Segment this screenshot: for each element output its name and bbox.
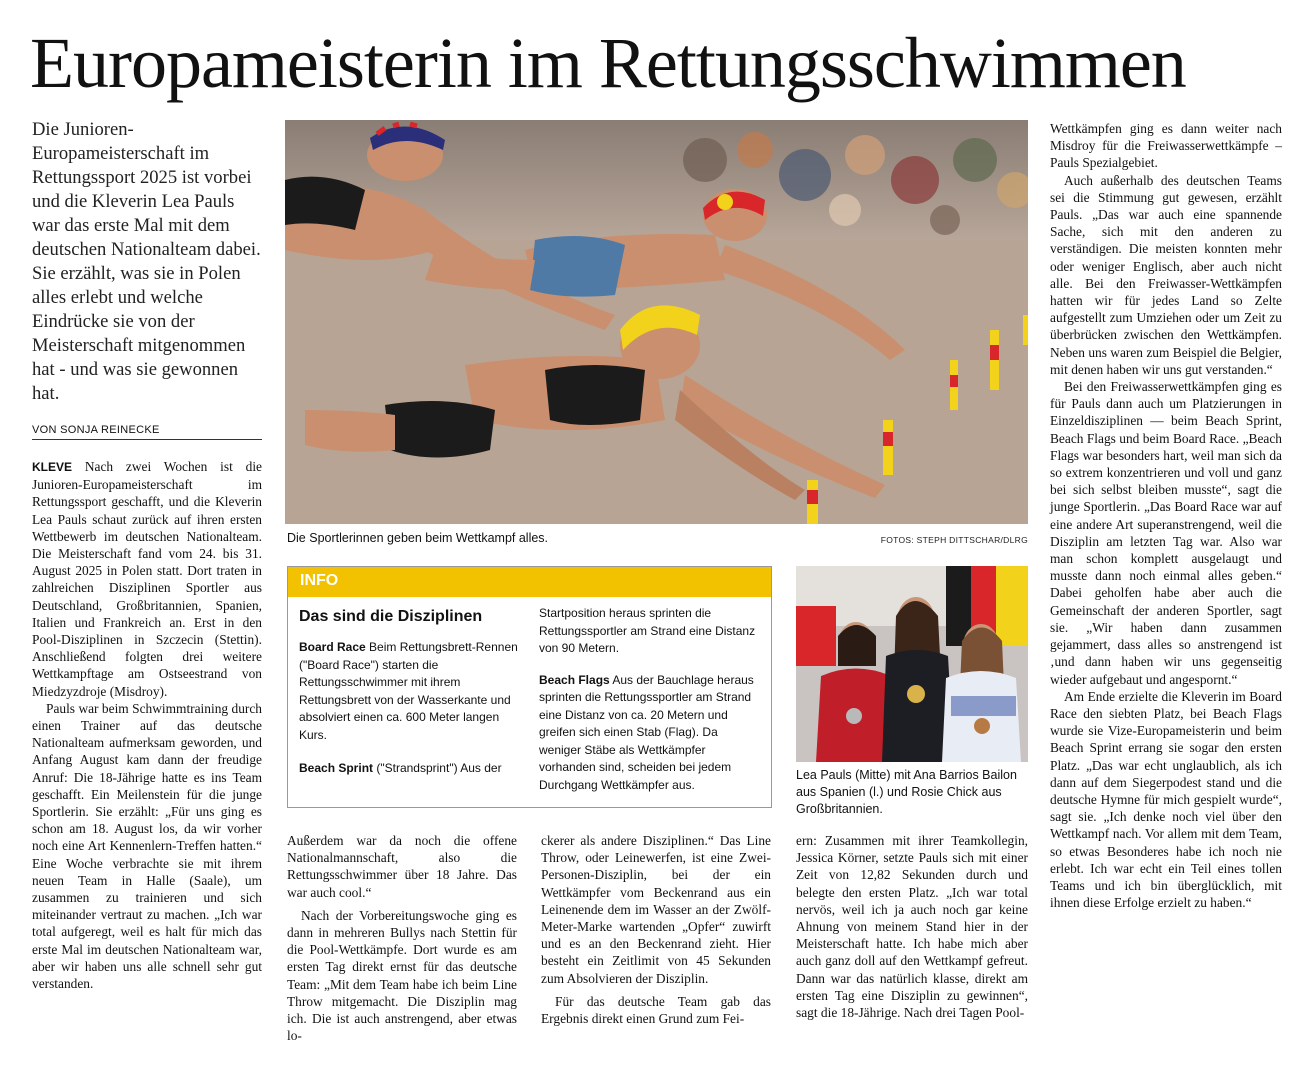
info-term: Board Race [299,640,366,654]
paragraph: Pauls war beim Schwimmtraining durch einen Trainer auf das deutsche Nationalteam aufmerksam geworden, und Anfang August kam dann der freudige Anruf: Die 18-Jährige hatte es ins Team geschafft. Ein Meilenstein für die junge Sportlerin. Sie erzählt: „Für uns ging es schon am 18. August los, da wir vorher noch eine Art Kennenlern-Treffen hatten.“ Eine Woche verbrachte sie mit ihrem neuen Team in Halle (Saale), um zusammen zu trainieren und sich miteinander vertraut zu machen. „Ich war total aufgeregt, weil es halt für mich das erste Mal im deutschen Nationalteam war, aber wir haben uns alle schnell sehr gut verstanden. [32,700,262,992]
info-term: Beach Flags [539,672,610,687]
info-label: INFO [300,572,339,589]
main-photo [285,120,1028,524]
paragraph: ern: Zusammen mit ihrer Teamkollegin, Jessica Körner, setzte Pauls sich mit einer Zeit von 12,82 Sekunden durch und belegte den ersten Platz. „Ich war total nervös, weil ich ja auch noch gar keine Ahnung von meinem Stand hier in der Meisterschaft hatte. Ich habe mich aber auch ganz doll auf den Wettkampf gefreut. Dann war das natürlich klasse, direkt am ersten Tag eine Disziplin zu gewinnen“, sagt die 18-Jährige. Nach drei Tagen Pool- [796,833,1028,1021]
paragraph: Nach zwei Wochen ist die Junioren-Europameisterschaft im Rettungssport geschafft, und die Kleverin Lea Pauls schaut zurück auf ihren ersten Wettbewerb im deutschen Nationalteam. Die Meisterschaft fand vom 24. bis 31. August 2025 in Polen statt. Dort traten in zahlreichen Disziplinen Sportler aus Deutschland, Großbritannien, Spanien, Italien und Frankreich an. Erst in den Pool-Disziplinen in Szczecin (Stettin). Anschließend folgten drei weitere Wettkampftage am Ostseestrand von Miedzyzdroje (Misdroy). [32,459,262,699]
info-box-header [288,567,771,597]
byline: VON SONJA REINECKE [32,424,262,440]
paragraph: Am Ende erzielte die Kleverin im Board Race den siebten Platz, bei Beach Flags wurde sie Vize-Europameisterin und beim Beach Sprint errang sie sogar den ersten Platz. „Das war echt unglaublich, als ich dann auf dem Siegerpodest stand und die deutsche Hymne für mich gespielt wurde“, sagt sie. „Ich denke noch viel über den Wettkampf nach. Vor allem mit dem Team, so etwas Besonderes habe ich noch nie erlebt. Ich war echt ein Teil eines tollen Teams und ich bin überglücklich, mit ihnen diese Erfolge erzielt zu haben.“ [1050,688,1282,911]
podium-photo-image [796,566,1028,762]
info-text: Beim Rettungsbrett-Rennen ("Board Race") starten die Rettungsschwimmer mit ihrem Rettungsbrett von der Wasserkante und absolviert einen ca. 600 Meter langen Kurs. [299,640,518,742]
paragraph: ckerer als andere Disziplinen.“ Das Line Throw, oder Leinewerfen, ist eine Zwei-Personen-Disziplin, bei der ein Wettkämpfer vom Beckenrand aus ein Leinenende dem im Wasser an der Zwölf-Meter-Marke wartenden „Opfer“ zuwirft und es an den Beckenrand zieht. Hier besteht ein Zeitlimit von 45 Sekunden zum Absolvieren der Disziplin. [541,833,771,986]
paragraph: Auch außerhalb des deutschen Teams sei die Stimmung gut gewesen, erzählt Pauls. „Das war auch eine spannende Sache, sich mit den anderen zu verständigen. Die meisten konnten mehr oder weniger Englisch, aber auch nicht alle. Bei den Freiwasser-Wettkämpfen hatten wir für jedes Land so Zelte aufgestellt zum Umziehen oder um Zeit zu überbrücken zwischen den Wettkämpfen. Neben uns waren zum Beispiel die Belgier, mit denen haben wir uns gut verstanden.“ [1050,172,1282,377]
lead-paragraph: Die Junioren-Europameisterschaft im Rettungssport 2025 ist vorbei und die Kleverin Lea Pauls war das erste Mal mit dem deutschen Nationalteam dabei. Sie erzählt, was sie in Polen alles erlebt und welche Eindrücke sie von der Meisterschaft mitgenommen hat - und was sie gewonnen hat. [32,119,261,404]
beach-flags-photo [285,120,1028,524]
paragraph: Für das deutsche Team gab das Ergebnis direkt einen Grund zum Fei- [541,993,771,1027]
podium-photo [796,566,1028,762]
paragraph: Nach der Vorbereitungswoche ging es dann in mehreren Bullys nach Stettin für die Pool-Wettkämpfe. Dort wurde es am ersten Tag direkt ernst für das deutsche Team: „Mit dem Team habe ich beim Line Throw mitgemacht. Die Disziplin mag ich. Die ist auch anstrengend, aber etwas lo- [287,907,517,1044]
article-column-4 [796,832,1028,1021]
article-column-5 [1050,120,1282,911]
podium-caption: Lea Pauls (Mitte) mit Ana Barrios Bailon aus Spanien (l.) und Rosie Chick aus Großbritannien. [796,768,1017,816]
article-column-1 [32,458,262,992]
info-text: Startposition heraus sprinten die Rettungssportler am Strand eine Distanz von 90 Metern. [539,606,756,655]
article-column-3 [541,832,771,1027]
photo-credit: FOTOS: STEPH DITTSCHAR/DLRG [880,535,1028,545]
paragraph: Wettkämpfen ging es dann weiter nach Misdroy für die Freiwasserwettkämpfe – Pauls Spezialgebiet. [1050,121,1282,171]
info-box [287,566,772,808]
dateline: KLEVE [32,460,73,474]
paragraph: Bei den Freiwasserwettkämpfen ging es für Pauls dann auch um Platzierungen in Einzeldisziplinen — beim Beach Sprint, Beach Flags und beim Board Race. „Beach Flags war besonders hart, weil man sich da so extrem konzentrieren und voll und ganz bei sich selbst bleiben musste“, sagt die junge Sportlerin. „Das Board Race war auf eine andere Art superanstrengend, weil die Disziplin am letzten Tag war. Also war man schon komplett ausgelaugt und musste dann noch einmal alles geben.“ Dabei geholfen habe aber auch die Gemeinschaft der anderen Sportler, sagt sie. „Wir haben dann zusammen gejammert, dass alles so anstrengend ist ‚und dann haben wir uns gegenseitig wieder aufgebaut und angespornt.“ [1050,379,1282,687]
photo-caption: Die Sportlerinnen geben beim Wettkampf alles. [287,531,549,545]
headline: Europameisterin im Rettungsschwimmen [30,23,1186,103]
info-text: ("Strandsprint") Aus der [376,761,502,775]
article-column-2 [287,832,517,1044]
info-column-right [539,605,759,794]
info-column-left [299,607,519,778]
info-title: Das sind die Disziplinen [299,608,483,625]
info-text: Aus der Bauchlage heraus sprinten die Rettungssportler am Strand eine Distanz von ca. 20 Metern und greifen sich einen Stab (Flag). Da weniger Stäbe als Wettkämpfer vorhanden sind, scheiden bei jedem Durchgang Wettkämpfer aus. [539,672,754,792]
paragraph: Außerdem war da noch die offene Nationalmannschaft, also die Rettungsschwimmer über 18 Jahre. Das war auch cool.“ [287,833,517,900]
info-term: Beach Sprint [299,761,374,775]
